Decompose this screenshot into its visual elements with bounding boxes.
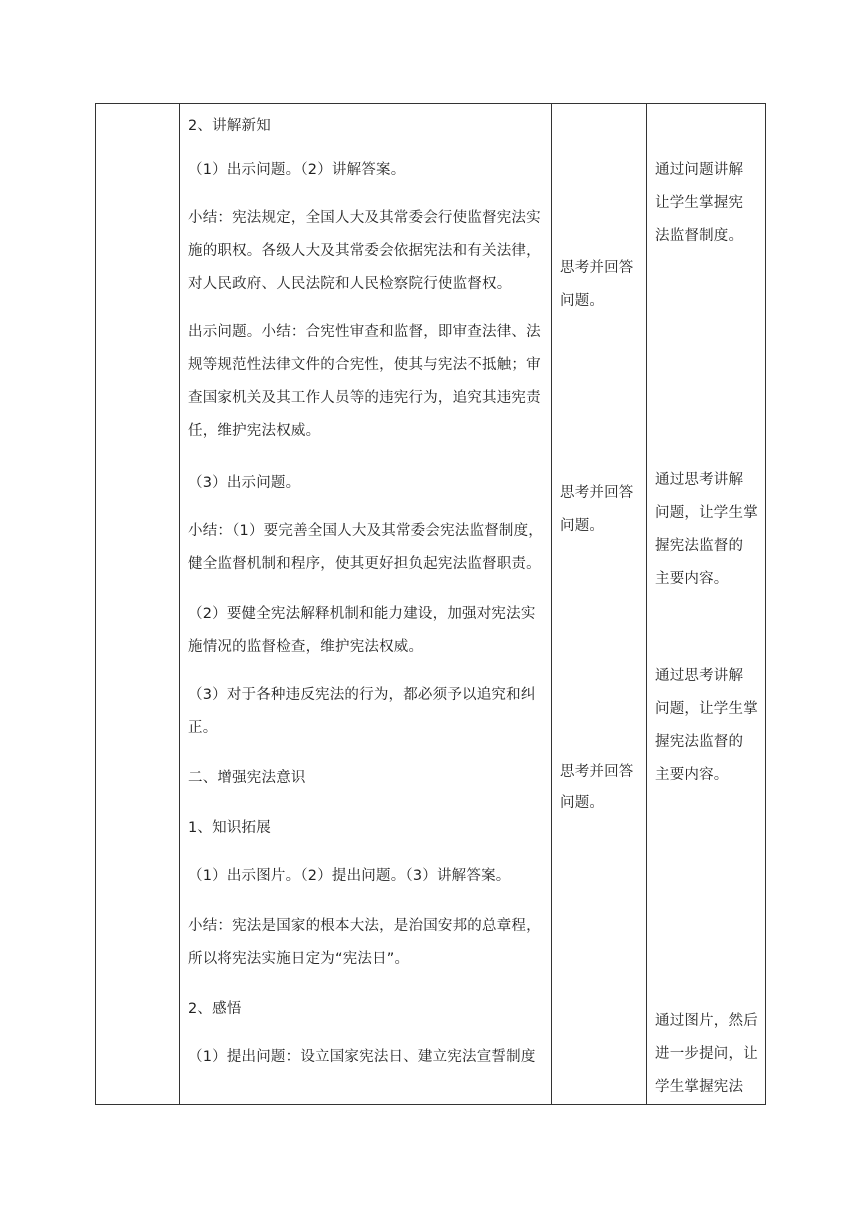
text-line: （1）出示问题。（2）讲解答案。 [188,162,406,178]
text-line: 小结：宪法是国家的根本大法，是治国安邦的总章程， [188,918,541,934]
text-line: 让学生掌握宪 [655,195,744,211]
text-line: 思考并回答 [560,260,634,276]
text-line: 通过思考讲解 [655,668,744,684]
section-heading: 1、知识拓展 [188,820,271,836]
text-line: 查国家机关及其工作人员等的违宪行为，追究其违宪责 [188,390,541,406]
section-heading: 二、增强宪法意识 [188,770,306,786]
text-line: 通过图片，然后 [655,1013,758,1029]
text-line: 小结：（1）要完善全国人大及其常委会宪法监督制度， [188,523,543,539]
text-line: （2）要健全宪法解释机制和能力建设，加强对宪法实 [188,606,536,622]
text-line: 思考并回答 [560,764,634,780]
stage-cell [96,104,180,1105]
text-line: 规等规范性法律文件的合宪性，使其与宪法不抵触；审 [188,357,541,373]
text-line: （3）对于各种违反宪法的行为，都必须予以追究和纠 [188,687,536,703]
text-line: 主要内容。 [655,767,729,783]
text-line: 通过思考讲解 [655,472,744,488]
text-line: 正。 [188,720,218,736]
text-line: 任，维护宪法权威。 [188,423,321,439]
design-intent-cell [647,104,766,1105]
text-line: 问题。 [560,293,605,309]
text-line: 主要内容。 [655,571,729,587]
section-heading: 2、讲解新知 [188,118,271,134]
text-line: 问题。 [560,518,605,534]
text-line: 思考并回答 [560,485,634,501]
text-line: 对人民政府、人民法院和人民检察院行使监督权。 [188,276,512,292]
text-line: 问题。 [560,795,605,811]
text-line: 问题，让学生掌 [655,701,758,717]
text-line: 法监督制度。 [655,228,744,244]
lesson-plan-table [95,103,766,1105]
text-line: 小结：宪法规定，全国人大及其常委会行使监督宪法实 [188,210,541,226]
text-line: 出示问题。小结：合宪性审查和监督，即审查法律、法 [188,324,541,340]
text-line: 所以将宪法实施日定为“宪法日”。 [188,951,410,967]
text-line: 握宪法监督的 [655,538,744,554]
text-line: 进一步提问，让 [655,1046,758,1062]
text-line: （1）出示图片。（2）提出问题。（3）讲解答案。 [188,868,511,884]
text-line: （1）提出问题：设立国家宪法日、建立宪法宣誓制度 [188,1049,536,1065]
table-row [96,104,766,1105]
student-activity-cell [552,104,647,1105]
text-line: （3）出示问题。 [188,475,301,491]
text-line: 施的职权。各级人大及其常委会依据宪法和有关法律， [188,243,541,259]
text-line: 通过问题讲解 [655,162,744,178]
teacher-activity-cell [180,104,552,1105]
text-line: 学生掌握宪法 [655,1079,744,1095]
text-line: 握宪法监督的 [655,734,744,750]
section-heading: 2、感悟 [188,1001,242,1017]
text-line: 施情况的监督检查，维护宪法权威。 [188,639,424,655]
text-line: 问题，让学生掌 [655,505,758,521]
text-line: 健全监督机制和程序，使其更好担负起宪法监督职责。 [188,556,541,572]
